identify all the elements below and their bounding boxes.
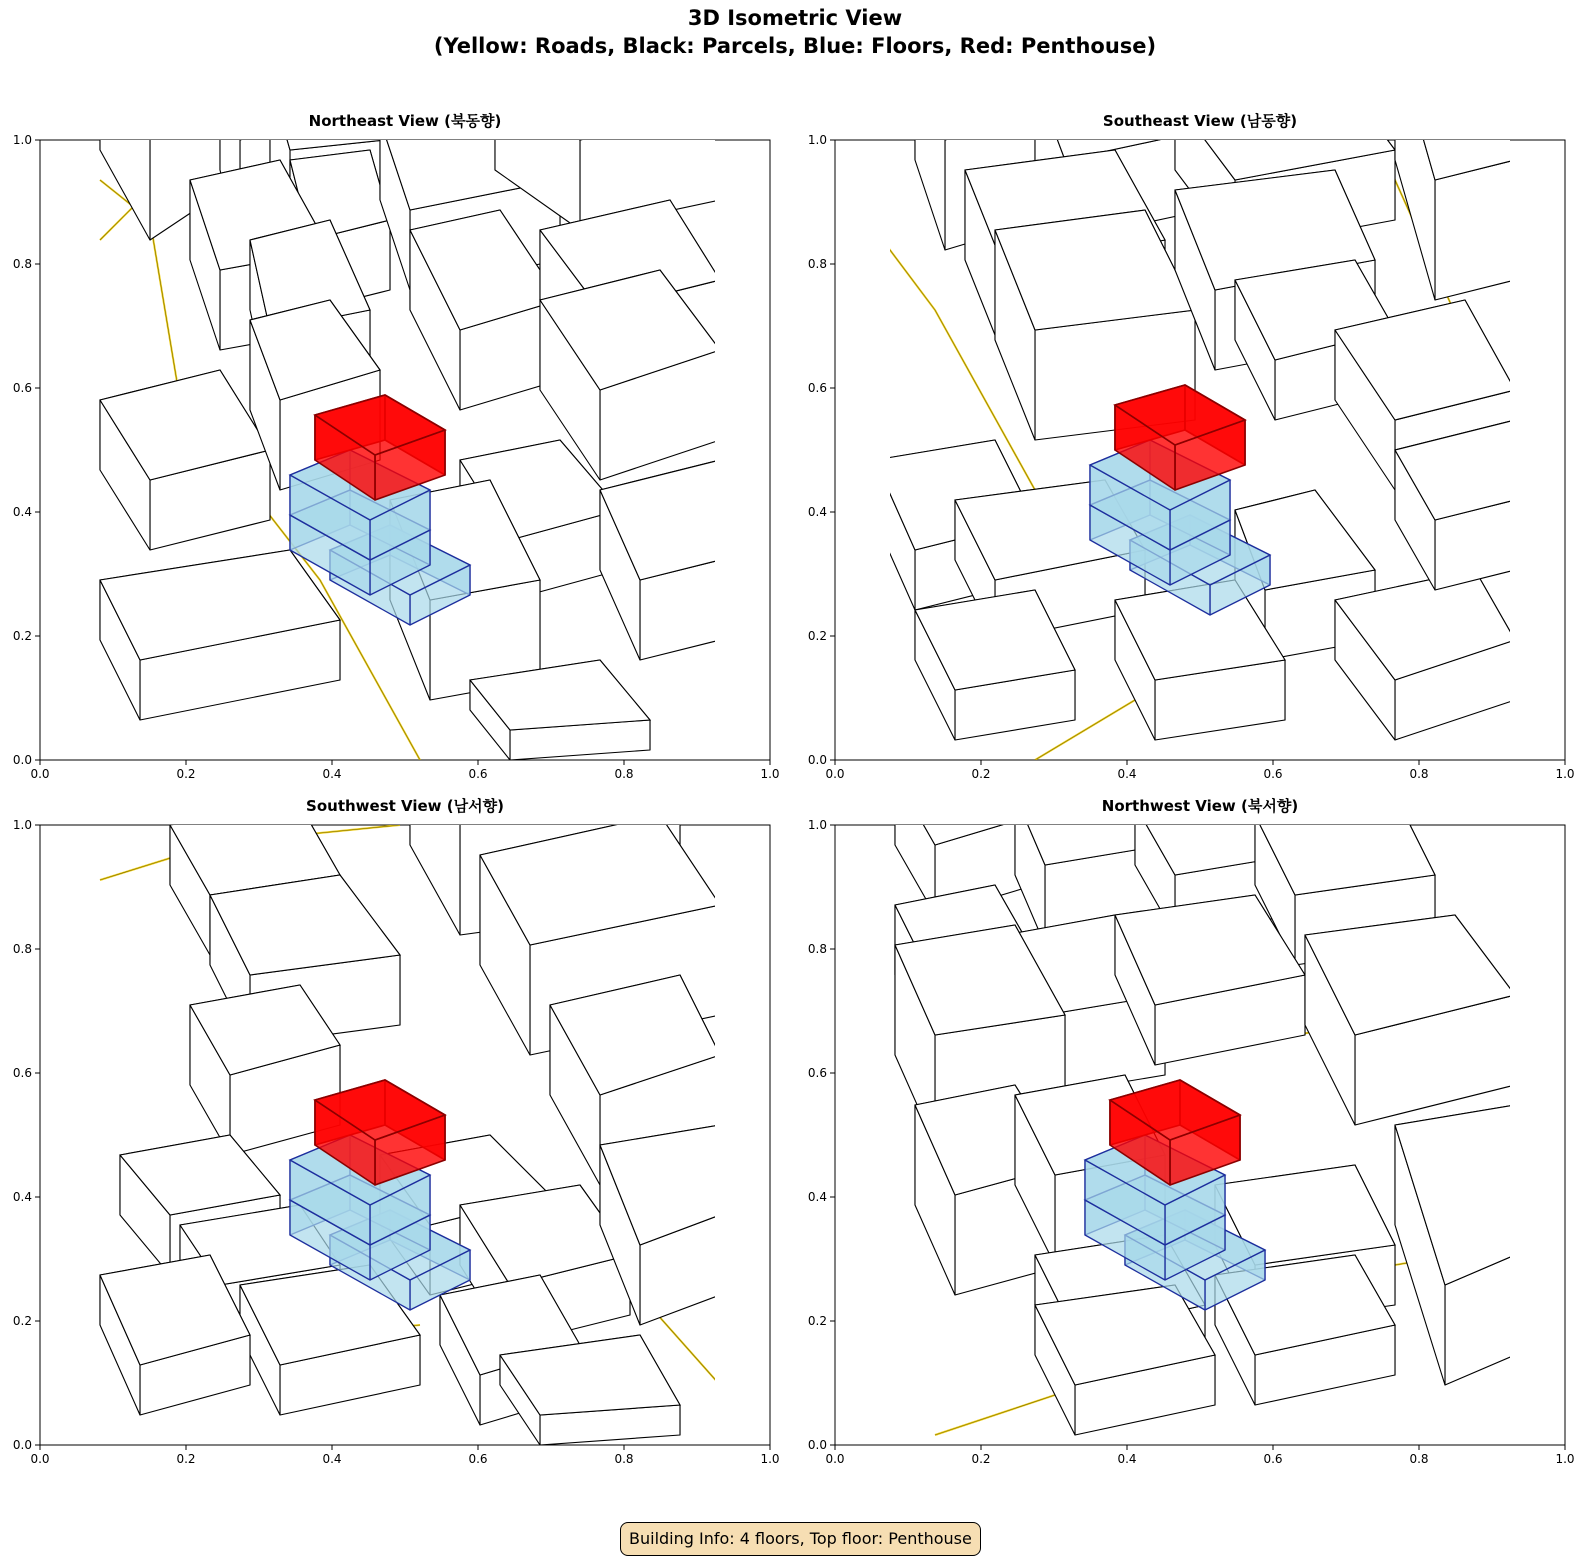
y-tick-label: 1.0 <box>12 818 32 832</box>
x-tick-label: 0.2 <box>176 1452 196 1466</box>
x-tick-label: 0.0 <box>825 1452 845 1466</box>
y-tick-label: 1.0 <box>12 133 32 147</box>
y-tick-label: 0.2 <box>807 1314 827 1328</box>
y-tick-label: 0.8 <box>807 257 827 271</box>
y-tick-label: 1.0 <box>807 818 827 832</box>
x-tick-label: 1.0 <box>1555 1452 1575 1466</box>
x-tick-label: 0.6 <box>1263 1452 1283 1466</box>
panel-title-southeast: Southeast View (남동향) <box>1102 112 1298 130</box>
building-info-box: Building Info: 4 floors, Top floor: Penthouse <box>620 1522 981 1556</box>
figure-title <box>0 4 1590 60</box>
y-tick-label: 0.4 <box>807 1190 827 1204</box>
x-tick-label: 0.2 <box>176 767 196 781</box>
y-tick-label: 0.6 <box>12 1066 32 1080</box>
y-tick-label: 0.0 <box>12 753 32 767</box>
x-tick-label: 0.4 <box>1117 1452 1137 1466</box>
scene-northeast <box>0 133 800 800</box>
y-tick-label: 1.0 <box>807 133 827 147</box>
y-tick-label: 0.8 <box>12 942 32 956</box>
x-tick-label: 0.0 <box>825 767 845 781</box>
y-tick-label: 0.4 <box>807 505 827 519</box>
x-tick-label: 1.0 <box>760 767 780 781</box>
y-tick-label: 0.8 <box>12 257 32 271</box>
x-tick-label: 0.4 <box>322 1452 342 1466</box>
scene-southeast <box>795 133 1590 800</box>
y-tick-label: 0.2 <box>12 629 32 643</box>
panel-title-southwest: Southwest View (남서향) <box>306 797 504 815</box>
y-tick-label: 0.0 <box>807 1438 827 1452</box>
x-tick-label: 0.8 <box>614 767 634 781</box>
y-tick-label: 0.2 <box>12 1314 32 1328</box>
x-tick-label: 0.4 <box>1117 767 1137 781</box>
x-tick-label: 0.6 <box>1263 767 1283 781</box>
y-tick-label: 0.6 <box>807 1066 827 1080</box>
figure-title-line1: 3D Isometric View <box>687 6 903 30</box>
x-tick-label: 1.0 <box>760 1452 780 1466</box>
y-tick-label: 0.6 <box>807 381 827 395</box>
x-tick-label: 0.8 <box>1409 1452 1429 1466</box>
y-tick-label: 0.6 <box>12 381 32 395</box>
figure-title-line2: (Yellow: Roads, Black: Parcels, Blue: Floors, Red: Penthouse) <box>433 34 1157 58</box>
scene-southwest <box>0 818 800 1485</box>
x-tick-label: 1.0 <box>1555 767 1575 781</box>
x-tick-label: 0.0 <box>30 1452 50 1466</box>
panel-title-northwest: Northwest View (북서향) <box>1101 797 1299 815</box>
x-tick-label: 0.6 <box>468 767 488 781</box>
prism-face <box>1435 160 1515 300</box>
y-tick-label: 0.4 <box>12 1190 32 1204</box>
y-tick-label: 0.0 <box>12 1438 32 1452</box>
x-tick-label: 0.6 <box>468 1452 488 1466</box>
scene-northwest <box>795 818 1590 1485</box>
x-tick-label: 0.2 <box>971 1452 991 1466</box>
x-tick-label: 0.2 <box>971 767 991 781</box>
y-tick-label: 0.4 <box>12 505 32 519</box>
x-tick-label: 0.4 <box>322 767 342 781</box>
x-tick-label: 0.0 <box>30 767 50 781</box>
y-tick-label: 0.8 <box>807 942 827 956</box>
x-tick-label: 0.8 <box>1409 767 1429 781</box>
x-tick-label: 0.8 <box>614 1452 634 1466</box>
y-tick-label: 0.2 <box>807 629 827 643</box>
panel-title-northeast: Northeast View (북동향) <box>308 112 502 130</box>
y-tick-label: 0.0 <box>807 753 827 767</box>
